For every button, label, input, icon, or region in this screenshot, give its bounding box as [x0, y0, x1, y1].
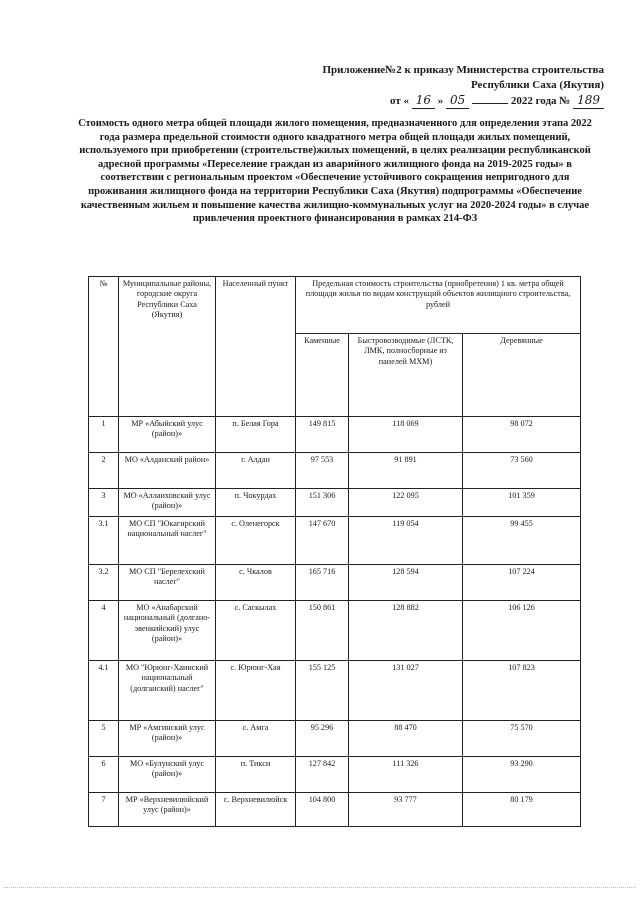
order-prefix: от « — [389, 95, 409, 107]
row-municipality: МО «Анабарский национальный (долгано-эвенкийский) улус (район)» — [119, 601, 216, 661]
table-row — [89, 757, 581, 793]
row-locality: п. Чокурдах — [216, 489, 296, 517]
table-row — [89, 601, 581, 661]
row-locality: с. Юрюнг-Хая — [216, 661, 296, 721]
row-number: 3.1 — [89, 517, 119, 565]
row-municipality: МР «Амгинский улус (район)» — [119, 721, 216, 757]
order-number: 189 — [573, 93, 604, 109]
row-stone-cost: 95 296 — [296, 721, 349, 757]
row-municipality: МО СП "Берелехский наслег" — [119, 565, 216, 601]
row-fast-cost: 128 882 — [349, 601, 463, 661]
row-stone-cost: 155 125 — [296, 661, 349, 721]
row-locality: с. Саскылах — [216, 601, 296, 661]
cost-table — [88, 276, 581, 827]
order-blank — [472, 103, 508, 104]
row-fast-cost: 88 470 — [349, 721, 463, 757]
page-bottom-rule — [4, 887, 636, 888]
row-fast-cost: 128 594 — [349, 565, 463, 601]
header-cost-group: Предельная стоимость строительства (приобретения) 1 кв. метра общей площади жилья по видам конструкций объектов жилищного строительства, рублей — [296, 277, 581, 334]
row-wood-cost: 93 290 — [463, 757, 581, 793]
row-fast-cost: 93 777 — [349, 793, 463, 827]
table-row — [89, 793, 581, 827]
row-fast-cost: 119 054 — [349, 517, 463, 565]
order-day: 16 — [412, 93, 435, 109]
order-month: 05 — [446, 93, 469, 109]
table-row — [89, 565, 581, 601]
row-number: 3 — [89, 489, 119, 517]
header-municipality: Муниципальные районы, городские округа Республики Саха (Якутия) — [119, 277, 216, 417]
row-fast-cost: 122 095 — [349, 489, 463, 517]
row-wood-cost: 106 126 — [463, 601, 581, 661]
order-mid: » — [437, 95, 444, 107]
row-municipality: МО «Алданский район» — [119, 453, 216, 489]
row-wood-cost: 99 455 — [463, 517, 581, 565]
table-row — [89, 453, 581, 489]
row-number: 5 — [89, 721, 119, 757]
row-wood-cost: 107 823 — [463, 661, 581, 721]
row-stone-cost: 104 800 — [296, 793, 349, 827]
header-fast: Быстровозводимые (ЛСТК, ЛМК, полносборные из панелей МХМ) — [349, 334, 463, 417]
row-wood-cost: 75 570 — [463, 721, 581, 757]
table-header-row — [89, 277, 581, 334]
table-row — [89, 417, 581, 453]
row-locality: с. Верхневилюйск — [216, 793, 296, 827]
row-wood-cost: 98 072 — [463, 417, 581, 453]
row-wood-cost: 80 179 — [463, 793, 581, 827]
row-number: 1 — [89, 417, 119, 453]
row-wood-cost: 101 359 — [463, 489, 581, 517]
row-locality: с. Чкалов — [216, 565, 296, 601]
row-number: 3.2 — [89, 565, 119, 601]
header-wood: Деревянные — [463, 334, 581, 417]
row-stone-cost: 165 716 — [296, 565, 349, 601]
row-fast-cost: 118 069 — [349, 417, 463, 453]
appendix-header — [244, 63, 604, 109]
row-number: 6 — [89, 757, 119, 793]
header-stone: Каменные — [296, 334, 349, 417]
table-row — [89, 721, 581, 757]
row-locality: г. Алдан — [216, 453, 296, 489]
row-fast-cost: 91 891 — [349, 453, 463, 489]
table-row — [89, 661, 581, 721]
header-locality: Населенный пункт — [216, 277, 296, 417]
row-stone-cost: 150 861 — [296, 601, 349, 661]
row-stone-cost: 147 670 — [296, 517, 349, 565]
row-municipality: МО «Аллаиховский улус (район)» — [119, 489, 216, 517]
row-stone-cost: 151 306 — [296, 489, 349, 517]
row-municipality: МР «Абыйский улус (район)» — [119, 417, 216, 453]
row-fast-cost: 111 326 — [349, 757, 463, 793]
row-locality: п. Тикси — [216, 757, 296, 793]
order-year: 2022 года № — [510, 95, 571, 107]
row-locality: п. Белая Гора — [216, 417, 296, 453]
appendix-line-1: Приложение№2 к приказу Министерства строительства — [322, 64, 604, 76]
row-fast-cost: 131 027 — [349, 661, 463, 721]
row-wood-cost: 73 560 — [463, 453, 581, 489]
appendix-line-2: Республики Саха (Якутия) — [470, 79, 604, 91]
row-number: 7 — [89, 793, 119, 827]
row-locality: с. Амга — [216, 721, 296, 757]
row-locality: с. Оленегорск — [216, 517, 296, 565]
row-municipality: МО «Булунский улус (район)» — [119, 757, 216, 793]
row-stone-cost: 97 553 — [296, 453, 349, 489]
row-municipality: МР «Верхневилюйский улус (район)» — [119, 793, 216, 827]
document-heading: Стоимость одного метра общей площади жилого помещения, предназначенного для определения этапа 2022 года размера предельной стоимости одного квадратного метра общей площади жилых помещений, используемого при приобретении (строительстве)жилых помещений, в целях реализации республиканской адресной программы «Переселение граждан из аварийного жилищного фонда на 2019-2025 годы» в соответствии с региональным проектом «Обеспечение устойчивого сокращения непригодного для проживания жилищного фонда на территории Республики Саха (Якутия) подпрограммы «Обеспечение качественным жильем и повышение качества жилищно-коммунальных услуг на 2020-2024 годы» в случае привлечения проектного финансирования в рамках 214-ФЗ — [78, 118, 592, 225]
table-body — [89, 417, 581, 827]
row-stone-cost: 127 842 — [296, 757, 349, 793]
row-stone-cost: 149 815 — [296, 417, 349, 453]
row-number: 4 — [89, 601, 119, 661]
row-number: 2 — [89, 453, 119, 489]
header-no: № — [89, 277, 119, 417]
row-municipality: МО СП "Юкагирский национальный наслег" — [119, 517, 216, 565]
row-municipality: МО "Юрюнг-Хаинский национальный (долганский) наслег" — [119, 661, 216, 721]
row-number: 4.1 — [89, 661, 119, 721]
row-wood-cost: 107 224 — [463, 565, 581, 601]
appendix-order-date — [244, 93, 604, 109]
table-row — [89, 489, 581, 517]
table-row — [89, 517, 581, 565]
